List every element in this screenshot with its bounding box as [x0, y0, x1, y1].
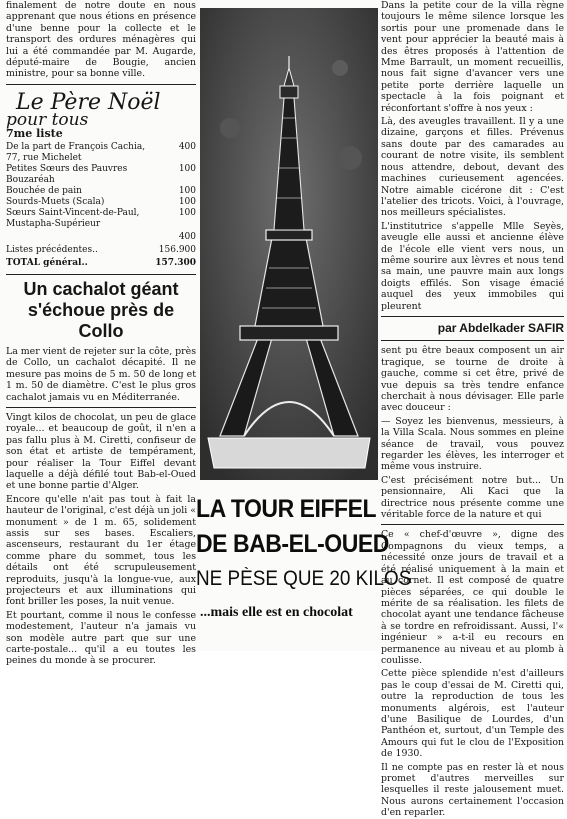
donor-list — [6, 142, 196, 270]
right-paragraph-6: C'est précisément notre but... Un pensionnaire, Ali Kaci que la directrice nous présente comme une véritable force de la nature et qui — [381, 474, 564, 521]
divider — [381, 340, 564, 341]
headline-line-3: NE PÈSE QUE 20 KILOS — [196, 567, 412, 590]
donor-name: De la part de François Cachia, 77, rue Michelet — [6, 141, 146, 163]
total-row — [6, 258, 196, 269]
right-column — [381, 0, 564, 819]
pere-noel-title: Le Père Noël — [16, 89, 161, 115]
cachalot-headline: Un cachalot géant s'échoue près de Collo — [23, 278, 179, 341]
headline-line-2: DE BAB-EL-OUED — [196, 530, 389, 558]
donor-amount: 100 — [178, 196, 196, 207]
tour-paragraph-2: Encore qu'elle n'ait pas tout à fait la hauteur de l'original, c'est déjà un joli « monument » de 1 m. 65, solidement assis sur ses bases. Escaliers, ascenseurs, restaurant du 1er étage comme phare du sommet, tous les détails ont été scrupuleusement reproduits, jusqu'à la longue-vue, aux projecteurs et aux illuminations qui font briller les poses, la nuit venue. — [6, 493, 196, 608]
divider — [6, 274, 196, 275]
intro-paragraph: finalement de notre doute en nous apprenant que nous étions en présence d'une benne pour la collecte et le transport des ordures ménagères qui lui a été commandée par M. Augarde, député-maire de Bougie, ancien ministre, pour sa bonne ville. — [6, 0, 196, 80]
tour-paragraph-1: Vingt kilos de chocolat, un peu de glace royale... et beaucoup de goût, il n'en a pas fallu plus à M. Ciretti, confiseur de son état et artiste de tempérament, pour réaliser la Tour Eiffel devant laquelle a déjà défilé tout Bab-el-Oued et une bonne partie d'Alger. — [6, 411, 196, 492]
donor-row — [6, 142, 196, 164]
right-paragraph-7: Ce « chef-d'œuvre », digne des Compagnons du vieux temps, a nécessité onze jours de travail et a été réalisé uniquement à la main et au cornet. Il est composé de quatre pièces séparées, ce qui double le mérite de sa réalisation. les filets de chocolat ayant une tendance fâcheuse à se tordre en refroidissant. Aussi, l'« ingénieur » a-t-il eu recours en permanence au niveau et au plomb à coulisse. — [381, 529, 564, 666]
divider — [6, 84, 196, 85]
donor-row — [6, 197, 196, 208]
donor-row — [6, 208, 196, 230]
right-paragraph-3: L'institutrice s'appelle Mlle Seyès, aveugle elle aussi et ancienne élève de l'école elle vient vers nous, un même sourire aux lèvres et nous tend sa main, une pauvre main aux longs doigts effilés. Son visage émacié auquel des yeux immobiles qui pleurent — [381, 220, 564, 312]
tour-paragraph-3: Et pourtant, comme il nous le confesse modestement, l'auteur n'a jamais vu son modèle autre part que sur une carte-postale... qu'il a eu toutes les peines du monde à se procurer. — [6, 609, 196, 667]
right-paragraph-1: Dans la petite cour de la villa règne toujours le même silence lorsque les sortis pour une promenade dans le vent pour apprécier la beauté mais à des êtres proposés à l'attention de Mme Barrault, un moment recueillis, nous fait signe d'avancer vers une petite porte derrière laquelle un spectacle à la fois poignant et réconfortant s'offre à nos yeux : — [381, 0, 564, 114]
center-headline-block — [196, 485, 412, 651]
eiffel-tower-photo — [200, 8, 378, 480]
previous-lists-label: Listes précédentes.. — [6, 245, 98, 256]
cachalot-paragraph: La mer vient de rejeter sur la côte, près de Collo, un cachalot décapité. Il ne mesure pas moins de 5 m. 50 de long et 1 m. 50 de diamètre. C'est le plus gros cachalot jamais vu en Méditerranée. — [6, 345, 197, 403]
previous-lists-row — [6, 245, 196, 256]
right-paragraph-9: Il ne compte pas en rester là et nous promet d'autres merveilles sur lesquelles il reste jalousement muet. Nous aurons certainement l'occasion d'en reparler. — [381, 761, 564, 819]
divider — [381, 316, 564, 317]
donor-name: Sœurs Saint-Vincent-de-Paul, Mustapha-Supérieur — [6, 207, 140, 229]
right-paragraph-5: — Soyez les bienvenus, messieurs, à la Villa Scala. Nous sommes en pleine séance de travail, vous pouvez regarder les élèves, les interroger et même vous instruire. — [381, 415, 564, 473]
headline-line-1: LA TOUR EIFFEL — [196, 495, 377, 523]
donor-name: Bouchée de pain — [6, 185, 82, 196]
right-paragraph-2: Là, des aveugles travaillent. Il y a une dizaine, garçons et filles. Prévenus sans doute par des camarades au courant de notre visite, ils semblent nous attendre, debout, devant des machines curieusement agencées. Notre aimable cicérone dit : C'est l'atelier des tricots. Voici, à l'ouvrage, nos meilleurs spécialistes. — [381, 116, 564, 219]
donor-amount: 400 — [178, 141, 196, 152]
donor-amount: 100 — [178, 207, 196, 218]
donor-name: Petites Sœurs des Pauvres Bouzaréah — [6, 163, 128, 185]
pere-noel-liste: 7me liste — [6, 127, 63, 141]
divider — [6, 407, 196, 408]
donor-name: Sourds-Muets (Scala) — [6, 196, 105, 207]
donor-row — [6, 164, 196, 186]
byline: par Abdelkader SAFIR — [437, 320, 564, 335]
total-label: TOTAL général.. — [6, 258, 88, 269]
donor-amount: 100 — [178, 163, 196, 174]
eiffel-tower-image — [200, 8, 378, 480]
subtotal-amount: 400 — [178, 231, 196, 242]
pere-noel-subtitle: pour tous — [6, 109, 89, 130]
donor-amount: 100 — [178, 185, 196, 196]
donor-row — [6, 186, 196, 197]
total-amount: 157.300 — [155, 258, 196, 269]
divider — [381, 524, 564, 525]
right-paragraph-8: Cette pièce splendide n'est d'ailleurs pas le coup d'essai de M. Ciretti qui, outre la reproduction de tous les monuments algérois, est l'auteur d'une Basilique de Lourdes, d'un Panthéon et, surtout, d'un Temple des Amours qui fut le clou de l'Exposition de 1930. — [381, 668, 564, 760]
left-column — [6, 0, 197, 667]
right-paragraph-4: sent pu être beaux composent un air tragique, se tourne de droite à gauche, comme si cet être, privé de vue depuis sa très tendre enfance cherchait à nous dévisager. Elle parle avec douceur : — [381, 345, 564, 414]
previous-lists-amount: 156.900 — [158, 245, 196, 256]
headline-line-4: ...mais elle est en chocolat — [200, 605, 353, 620]
subtotal-row — [6, 232, 196, 243]
